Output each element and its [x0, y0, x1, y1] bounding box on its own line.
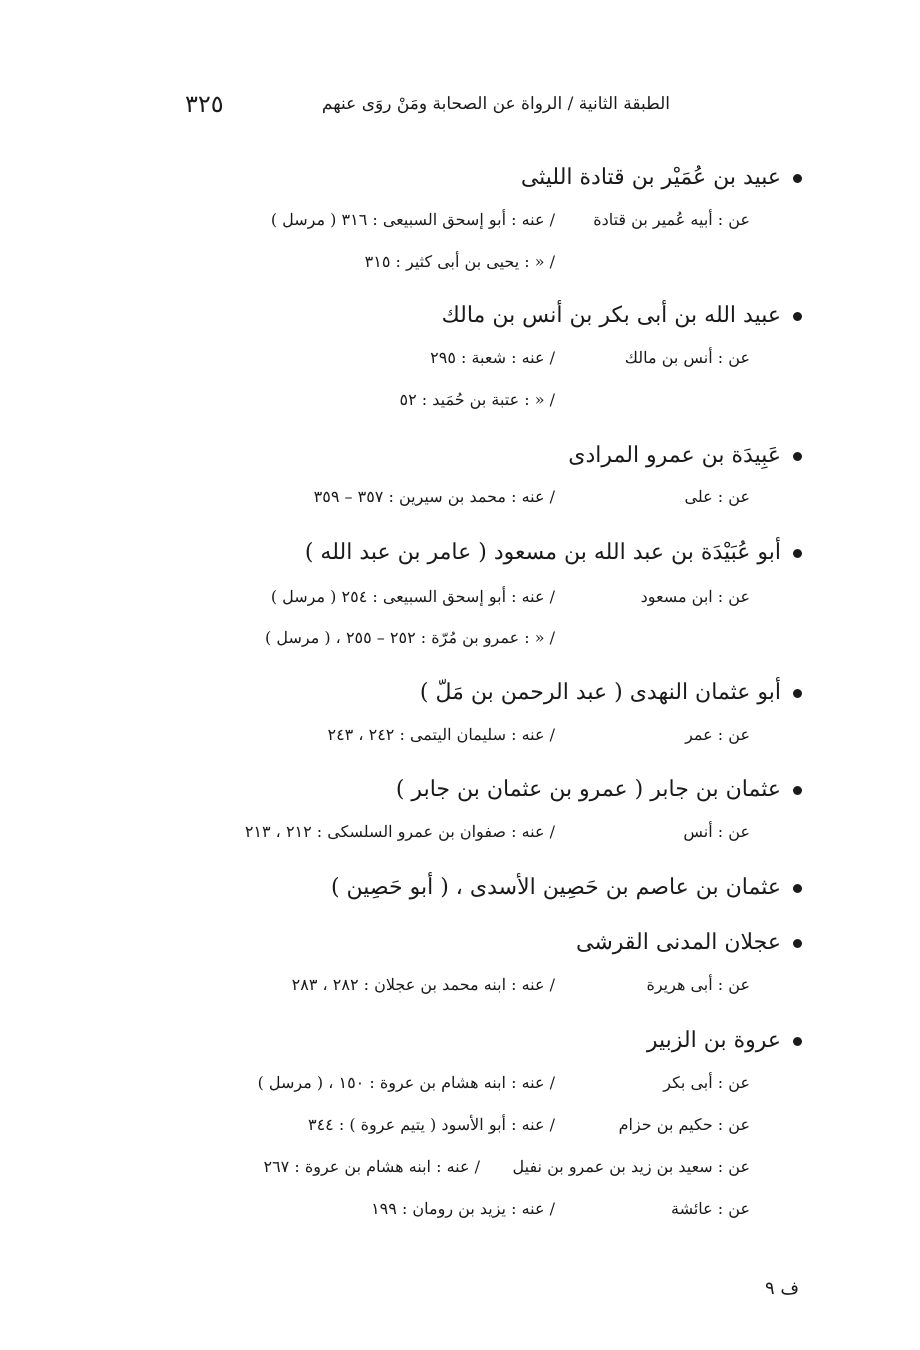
entry-from: عن : سعيد بن زيد بن عمرو بن نفيل: [512, 1157, 750, 1176]
entry-to: / عنه : صفوان بن عمرو السلسكى : ٢١٢ ، ٢١٣: [244, 822, 555, 841]
bullet-icon: [793, 312, 802, 321]
entry-to: / « : يحيى بن أبى كثير : ٣١٥: [364, 252, 555, 271]
entry-to: / عنه : سليمان اليتمى : ٢٤٢ ، ٢٤٣: [327, 725, 555, 744]
entry-to: / عنه : ابنه محمد بن عجلان : ٢٨٢ ، ٢٨٣: [291, 975, 555, 994]
entry-to: / عنه : أبو إسحق السبيعى : ٣١٦ ( مرسل ): [270, 210, 555, 229]
entry-from: عن : أنس بن مالك: [624, 348, 750, 367]
entry-to: / عنه : أبو إسحق السبيعى : ٢٥٤ ( مرسل ): [270, 587, 555, 606]
entry-title: عثمان بن عاصم بن حَصِين الأسدى ، ( أبو حَصِين ): [331, 875, 802, 900]
entry-title: عجلان المدنى القرشى: [576, 930, 802, 955]
page-header: [170, 90, 670, 126]
entry-title: عثمان بن جابر ( عمرو بن عثمان بن جابر ): [396, 777, 802, 802]
entry-to: / عنه : ابنه هشام بن عروة : ١٥٠ ، ( مرسل ): [257, 1073, 555, 1092]
entry-to: / « : عمرو بن مُرّة : ٢٥٢ – ٢٥٥ ، ( مرسل ): [265, 628, 555, 647]
entry-from: عن : ابن مسعود: [640, 587, 750, 606]
running-head: الطبقة الثانية / الرواة عن الصحابة ومَنْ روَى عنهم: [321, 94, 670, 114]
entry-from: عن : أبى هريرة: [646, 975, 750, 994]
signature-mark: ف ٩: [765, 1278, 800, 1299]
entry-to: / عنه : ابنه هشام بن عروة : ٢٦٧: [263, 1157, 480, 1176]
entry-title: أبو عثمان النهدى ( عبد الرحمن بن مَلّ ): [420, 680, 802, 705]
entry-from: عن : على: [684, 487, 750, 506]
bullet-icon: [793, 1037, 802, 1046]
entry-title: عَبِيدَة بن عمرو المرادى: [568, 443, 802, 468]
bullet-icon: [793, 452, 802, 461]
bullet-icon: [793, 939, 802, 948]
bullet-icon: [793, 786, 802, 795]
bullet-icon: [793, 549, 802, 558]
entry-to: / « : عتبة بن حُمَيد : ٥٢: [399, 390, 555, 409]
bullet-icon: [793, 884, 802, 893]
entry-to: / عنه : محمد بن سيرين : ٣٥٧ – ٣٥٩: [313, 487, 555, 506]
entry-from: عن : أنس: [683, 822, 750, 841]
entry-title: أبو عُبَيْدَة بن عبد الله بن مسعود ( عامر بن عبد الله ): [305, 540, 802, 565]
entry-from: عن : أبى بكر: [663, 1073, 750, 1092]
bullet-icon: [793, 174, 802, 183]
entry-from: عن : أبيه عُمير بن قتادة: [593, 210, 750, 229]
entry-title: عبيد بن عُمَيْر بن قتادة الليثى: [521, 165, 802, 190]
entry-from: عن : عمر: [685, 725, 750, 744]
entry-title: عروة بن الزبير: [647, 1028, 802, 1053]
page-number: ٣٢٥: [185, 90, 224, 118]
bullet-icon: [793, 689, 802, 698]
entry-from: عن : عائشة: [670, 1199, 750, 1218]
entry-to: / عنه : يزيد بن رومان : ١٩٩: [371, 1199, 555, 1218]
entry-from: عن : حكيم بن حزام: [618, 1115, 750, 1134]
entry-title: عبيد الله بن أبى بكر بن أنس بن مالك: [442, 303, 802, 328]
entry-to: / عنه : أبو الأسود ( يتيم عروة ) : ٣٤٤: [307, 1115, 555, 1134]
entry-to: / عنه : شعبة : ٢٩٥: [430, 348, 555, 367]
